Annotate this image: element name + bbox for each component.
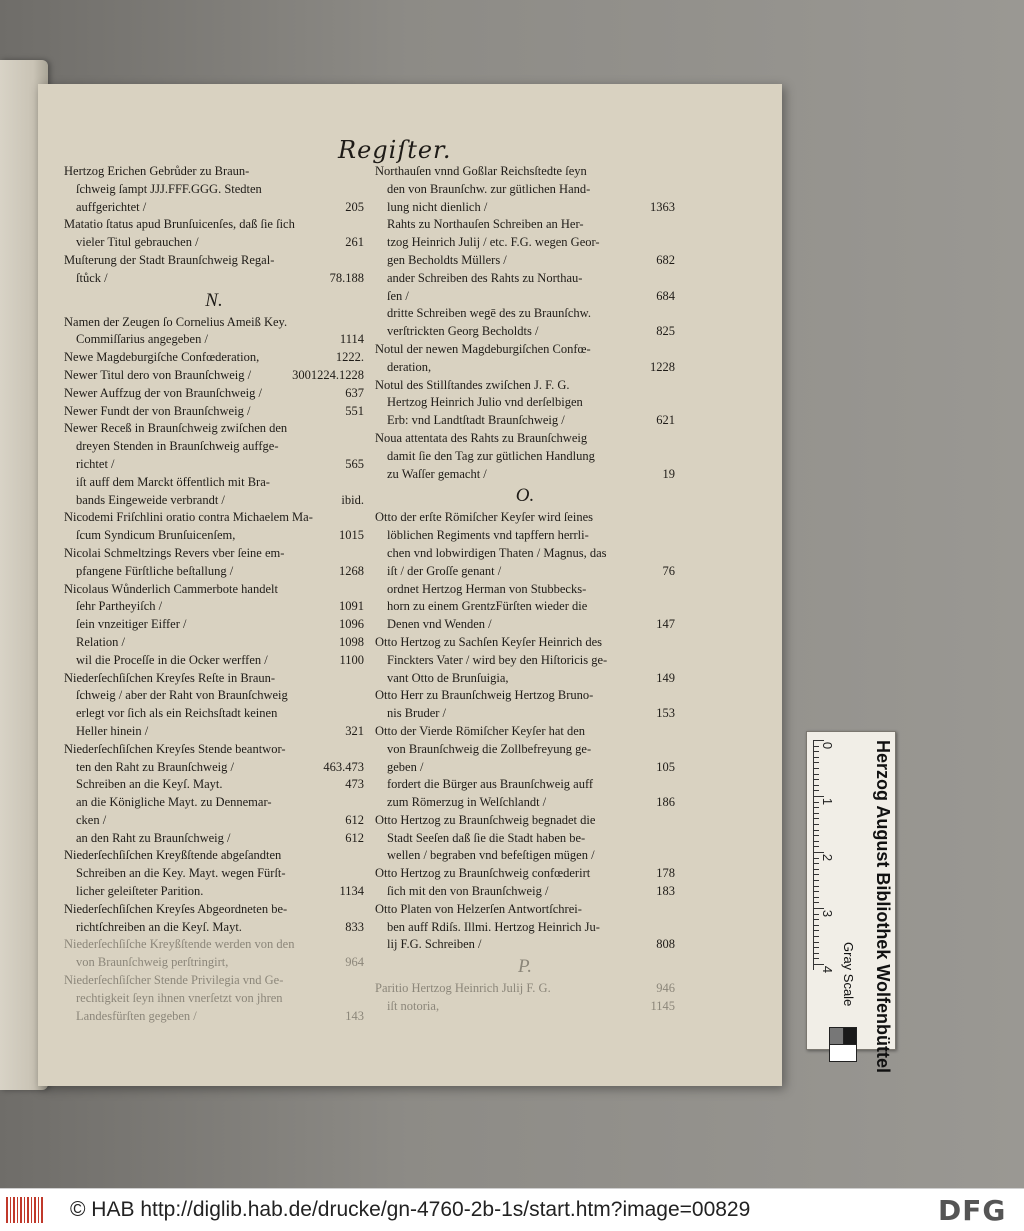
entry-text: vant Otto de Brunſuigia, — [387, 670, 509, 685]
entry-text: von Braunſchweig perſtringirt, — [76, 955, 229, 970]
entry-page-number: 463.473 — [323, 759, 364, 774]
entry-page-number: 682 — [656, 252, 675, 267]
entry-text: Notul der newen Magdeburgiſchen Confœ- — [375, 341, 591, 356]
entry-page-number: 1145 — [650, 999, 675, 1014]
page-title: Regiſter. — [338, 136, 452, 164]
register-entry — [375, 830, 675, 848]
entry-text: dreyen Stenden in Braunſchweig auffge- — [76, 439, 279, 454]
entry-page-number: 78.188 — [329, 270, 364, 285]
entry-text: erlegt vor ſich als ein Reichsſtadt keinen — [76, 706, 278, 721]
ruler-tick — [814, 953, 819, 954]
entry-text: ſehr Partheyiſch / — [76, 599, 163, 614]
ruler-tick — [814, 919, 819, 920]
entry-text: Namen der Zeugen ſo Cornelius Ameiß Key. — [64, 314, 288, 329]
entry-text: Newer Receß in Braunſchweig zwiſchen den — [64, 421, 288, 436]
entry-text: Niederſechſiſchen Kreyßſtende abgeſandten — [64, 848, 282, 863]
entry-page-number: 684 — [656, 288, 675, 303]
entry-text: Finckters Vater / wird bey den Hiſtoricis ge- — [387, 652, 608, 667]
entry-text: wellen / begraben vnd befeſtigen mügen / — [387, 848, 595, 863]
register-entry — [64, 759, 364, 777]
ruler-tick — [814, 874, 819, 875]
register-entry — [64, 438, 364, 456]
ruler-tick — [814, 891, 819, 892]
register-entry — [375, 616, 675, 634]
entry-text: iſt / der Groſſe genant / — [387, 563, 502, 578]
entry-text: vieler Titul gebrauchen / — [76, 235, 199, 250]
ruler-tick — [814, 802, 819, 803]
register-entry — [375, 216, 675, 234]
register-entry — [64, 314, 364, 332]
entry-page-number: 621 — [656, 413, 675, 428]
entry-text: richtſchreiben an die Keyſ. Mayt. — [76, 919, 242, 934]
register-entry — [375, 430, 675, 448]
ruler-tick — [814, 846, 819, 847]
entry-text: löblichen Regiments vnd tapffern herrli- — [387, 528, 589, 543]
entry-page-number: 1228 — [650, 359, 675, 374]
entry-text: Niederſechſiſche Kreyßſtende werden von den — [64, 937, 295, 952]
entry-text: Landesfürſten gegeben / — [76, 1008, 197, 1023]
entry-text: rechtigkeit ſeyn ihnen vnerſetzt von jhren — [76, 990, 283, 1005]
entry-page-number: 565 — [345, 456, 364, 471]
entry-page-number: 808 — [656, 937, 675, 952]
register-entry — [64, 776, 364, 794]
register-entry — [375, 341, 675, 359]
register-entry — [64, 723, 364, 741]
register-entry — [64, 331, 364, 349]
entry-page-number: 300 — [292, 367, 311, 382]
ruler-tick — [814, 942, 819, 943]
ruler-tick — [814, 869, 819, 870]
entry-text: Stadt Seeſen daß ſie die Stadt haben be- — [387, 830, 586, 845]
register-entry — [64, 652, 364, 670]
register-entry — [375, 794, 675, 812]
copyright-link[interactable]: © HAB http://diglib.hab.de/drucke/gn-4760-2b-1s/start.htm?image=00829 — [70, 1198, 751, 1221]
entry-text: nis Bruder / — [387, 706, 447, 721]
ruler-tick — [814, 863, 819, 864]
entry-text: Schreiben an die Key. Mayt. wegen Fürſt- — [76, 866, 286, 881]
register-entry — [375, 652, 675, 670]
register-entry — [375, 270, 675, 288]
register-entry — [375, 847, 675, 865]
register-entry — [64, 385, 364, 403]
register-entry — [64, 741, 364, 759]
entry-text: Niederſechſiſchen Kreyſes Reſte in Braun- — [64, 670, 276, 685]
entry-page-number: 178 — [656, 866, 675, 881]
register-entry — [64, 199, 364, 217]
entry-text: Newer Auffzug der von Braunſchweig / — [64, 385, 262, 400]
register-entry — [64, 901, 364, 919]
ruler-tick — [814, 824, 819, 825]
entry-text: Otto der erſte Römiſcher Keyſer wird ſeines — [375, 510, 593, 525]
entry-text: Erb: vnd Landtſtadt Braunſchweig / — [387, 413, 565, 428]
register-entry — [375, 980, 675, 998]
register-entry — [64, 687, 364, 705]
register-entry — [375, 998, 675, 1016]
ruler-tick — [814, 902, 819, 903]
register-entry — [375, 527, 675, 545]
ruler-tick — [814, 790, 819, 791]
entry-text: Schreiben an die Keyſ. Mayt. — [76, 777, 223, 792]
entry-page-number: 825 — [656, 324, 675, 339]
entry-text: Niederſechſiſchen Kreyſes Stende beantwor- — [64, 741, 286, 756]
register-entry — [375, 723, 675, 741]
register-entry — [64, 634, 364, 652]
entry-text: bands Eingeweide verbrandt / — [76, 492, 225, 507]
section-letter: O. — [515, 485, 535, 507]
register-entry — [375, 288, 675, 306]
entry-text: gen Becholdts Müllers / — [387, 252, 507, 267]
entry-text: Niederſechſiſchen Kreyſes Abgeordneten be- — [64, 901, 288, 916]
register-entry — [64, 794, 364, 812]
register-entry — [64, 936, 364, 954]
entry-text: von Braunſchweig die Zollbefreyung ge- — [387, 741, 592, 756]
ruler-tick — [814, 914, 819, 915]
entry-page-number: 946 — [656, 981, 675, 996]
register-entry — [375, 323, 675, 341]
register-entry — [375, 883, 675, 901]
register-entry — [375, 199, 675, 217]
entry-page-number: 321 — [345, 723, 364, 738]
entry-text: lung nicht dienlich / — [387, 199, 488, 214]
register-entry — [64, 990, 364, 1008]
entry-page-number: 833 — [345, 919, 364, 934]
register-entry — [64, 670, 364, 688]
entry-page-number: 1268 — [339, 563, 364, 578]
ruler-tick — [814, 757, 819, 758]
register-entry — [64, 919, 364, 937]
entry-text: horn zu einem GrentzFürſten wieder die — [387, 599, 588, 614]
ruler-tick — [814, 768, 819, 769]
register-entry — [64, 492, 364, 510]
entry-page-number: 1224.1228 — [310, 367, 364, 382]
ruler-tick — [814, 886, 819, 887]
entry-text: chen vnd lobwirdigen Thaten / Magnus, das — [387, 545, 607, 560]
entry-text: pfangene Fürſtliche beſtallung / — [76, 563, 234, 578]
ruler-tick — [814, 897, 819, 898]
entry-text: iſt notoria, — [387, 999, 440, 1014]
section-letter: N. — [205, 289, 223, 311]
entry-page-number: 551 — [345, 403, 364, 418]
register-entry — [375, 181, 675, 199]
register-entry — [375, 865, 675, 883]
ruler-tick-label: 3 — [820, 909, 836, 918]
register-entry — [64, 972, 364, 990]
register-entry — [375, 545, 675, 563]
entry-page-number: 261 — [345, 235, 364, 250]
entry-text: Otto Hertzog zu Braunſchweig begnadet die — [375, 812, 596, 827]
entry-text: verſtrickten Georg Becholdts / — [387, 324, 539, 339]
ruler-tick — [814, 908, 824, 909]
register-entry — [64, 252, 364, 270]
ruler-tick — [814, 958, 819, 959]
entry-text: zum Römerzug in Welſchlandt / — [387, 795, 547, 810]
register-entry — [375, 598, 675, 616]
scale-bar-title: Herzog August Bibliothek Wolfenbüttel — [873, 740, 893, 1073]
ruler-tick — [814, 964, 824, 965]
entry-page-number: 76 — [662, 563, 675, 578]
entry-text: tzog Heinrich Julij / etc. F.G. wegen Geor- — [387, 235, 600, 250]
entry-text: Noua attentata des Rahts zu Braunſchweig — [375, 430, 588, 445]
entry-page-number: 637 — [345, 385, 364, 400]
register-entry — [64, 403, 364, 421]
register-entry — [375, 919, 675, 937]
entry-page-number: 1134 — [339, 884, 364, 899]
ruler-tick — [814, 751, 819, 752]
register-entry — [375, 412, 675, 430]
entry-text: ſen / — [387, 288, 409, 303]
entry-page-number: 105 — [656, 759, 675, 774]
entry-page-number: 1096 — [339, 617, 364, 632]
register-entry — [64, 216, 364, 234]
ruler-tick — [814, 930, 819, 931]
register-entry — [375, 359, 675, 377]
ruler-tick — [814, 858, 819, 859]
entry-page-number: 473 — [345, 777, 364, 792]
entry-text: Nicodemi Friſchlini oratio contra Michaelem Ma- — [64, 510, 313, 525]
entry-page-number: 1091 — [339, 599, 364, 614]
entry-page-number: 205 — [345, 199, 364, 214]
entry-text: Rahts zu Northauſen Schreiben an Her- — [387, 217, 584, 232]
entry-text: ſtůck / — [76, 270, 108, 285]
entry-page-number: 183 — [656, 884, 675, 899]
register-entry — [375, 776, 675, 794]
register-entry — [64, 545, 364, 563]
entry-text: Matatio ſtatus apud Brunſuicenſes, daß ſie ſich — [64, 217, 295, 232]
ruler-tick-label: 4 — [820, 965, 836, 974]
entry-text: richtet / — [76, 456, 115, 471]
footer-bar — [0, 1188, 1024, 1231]
register-entry — [64, 474, 364, 492]
ruler-tick — [814, 818, 819, 819]
register-entry — [64, 581, 364, 599]
register-entry — [64, 883, 364, 901]
register-entry — [64, 509, 364, 527]
entry-text: deration, — [387, 359, 432, 374]
ruler-tick — [814, 774, 819, 775]
register-entry — [64, 598, 364, 616]
entry-text: iſt auff dem Marckt öffentlich mit Bra- — [76, 474, 270, 489]
entry-text: an die Königliche Mayt. zu Dennemar- — [76, 795, 272, 810]
dfg-logo: DFG — [938, 1194, 1007, 1227]
entry-page-number: 19 — [662, 466, 675, 481]
entry-page-number: 1098 — [339, 634, 364, 649]
entry-page-number: 612 — [345, 830, 364, 845]
ruler-tick-label: 2 — [820, 853, 836, 862]
entry-text: auffgerichtet / — [76, 199, 147, 214]
entry-text: Newer Fundt der von Braunſchweig / — [64, 403, 251, 418]
ruler-tick — [814, 746, 819, 747]
hab-logo-icon — [6, 1197, 44, 1223]
entry-text: zu Waſſer gemacht / — [387, 466, 487, 481]
entry-text: ordnet Hertzog Herman von Stubbecks- — [387, 581, 587, 596]
entry-text: Newer Titul dero von Braunſchweig / — [64, 367, 252, 382]
entry-text: Notul des Stillſtandes zwiſchen J. F. G. — [375, 377, 570, 392]
register-entry — [64, 563, 364, 581]
register-entry — [375, 234, 675, 252]
scale-bar — [806, 731, 896, 1073]
ruler-tick — [814, 830, 819, 831]
entry-text: ſcum Syndicum Brunſuicenſem, — [76, 528, 236, 543]
register-entry — [64, 234, 364, 252]
entry-text: Otto der Vierde Römiſcher Keyſer hat den — [375, 723, 586, 738]
entry-text: Commiſſarius angegeben / — [76, 332, 208, 347]
ruler-tick-label: 1 — [820, 797, 836, 806]
register-entry — [375, 581, 675, 599]
entry-text: Niederſechſiſcher Stende Privilegia vnd Ge- — [64, 973, 284, 988]
register-entry — [375, 812, 675, 830]
entry-text: Otto Platen von Helzerſen Antwortſchrei- — [375, 901, 582, 916]
ruler-tick — [814, 835, 819, 836]
entry-text: geben / — [387, 759, 424, 774]
entry-text: ander Schreiben des Rahts zu Northau- — [387, 270, 583, 285]
register-entry — [375, 563, 675, 581]
entry-text: ben auff Rdiſs. Illmi. Hertzog Heinrich Ju- — [387, 919, 600, 934]
register-entry — [64, 163, 364, 181]
register-entry — [64, 954, 364, 972]
register-entry — [375, 252, 675, 270]
ruler-tick — [814, 807, 819, 808]
ruler-tick — [814, 936, 819, 937]
ruler-tick — [814, 813, 819, 814]
ruler-tick — [814, 779, 819, 780]
ruler-tick — [814, 796, 824, 797]
register-entry — [64, 616, 364, 634]
entry-text: Northauſen vnnd Goßlar Reichsſtedte ſeyn — [375, 164, 587, 178]
entry-page-number: 153 — [656, 706, 675, 721]
register-entry — [64, 456, 364, 474]
register-entry — [64, 705, 364, 723]
entry-text: Hertzog Erichen Gebrůder zu Braun- — [64, 164, 250, 178]
register-entry — [64, 812, 364, 830]
register-entry — [64, 847, 364, 865]
register-entry — [375, 670, 675, 688]
entry-text: ſich mit den von Braunſchweig / — [387, 884, 549, 899]
entry-text: den von Braunſchw. zur gütlichen Hand- — [387, 181, 591, 196]
ruler-tick-label: 0 — [820, 741, 836, 750]
entry-text: ten den Raht zu Braunſchweig / — [76, 759, 234, 774]
entry-page-number: 143 — [345, 1008, 364, 1023]
register-entry — [64, 1008, 364, 1026]
entry-text: Newe Magdeburgiſche Confœderation, — [64, 350, 260, 365]
entry-page-number: 147 — [656, 617, 675, 632]
ruler-tick — [814, 762, 819, 763]
ruler — [813, 740, 836, 974]
entry-text: licher geleiſteter Parition. — [76, 884, 204, 899]
register-entry — [375, 634, 675, 652]
entry-page-number: 149 — [656, 670, 675, 685]
entry-page-number: 964 — [345, 955, 364, 970]
ruler-tick — [814, 852, 824, 853]
entry-text: Denen vnd Wenden / — [387, 617, 492, 632]
entry-text: Hertzog Heinrich Julio vnd derſelbigen — [387, 395, 583, 410]
register-entry — [64, 349, 364, 367]
gray-swatch-white — [829, 1044, 857, 1062]
ruler-tick — [814, 740, 824, 741]
register-left-column — [64, 163, 364, 1025]
register-entry — [375, 305, 675, 323]
register-entry — [64, 270, 364, 288]
register-entry — [375, 705, 675, 723]
entry-text: damit ſie den Tag zur gütlichen Handlung — [387, 448, 595, 463]
entry-text: Paritio Hertzog Heinrich Julij F. G. — [375, 981, 551, 996]
entry-text: Otto Hertzog zu Sachſen Keyſer Heinrich des — [375, 634, 603, 649]
section-letter: P. — [518, 956, 532, 978]
gray-swatch-mid — [829, 1027, 844, 1045]
entry-page-number: 186 — [656, 795, 675, 810]
register-entry — [64, 830, 364, 848]
entry-text: ſchweig / aber der Raht von Braunſchweig — [76, 688, 288, 703]
register-entry — [64, 367, 364, 385]
register-entry — [375, 509, 675, 527]
entry-text: an den Raht zu Braunſchweig / — [76, 830, 231, 845]
register-entry — [64, 420, 364, 438]
entry-page-number: 1100 — [339, 652, 364, 667]
register-entry — [375, 901, 675, 919]
entry-text: Otto Herr zu Braunſchweig Hertzog Bruno- — [375, 688, 594, 703]
entry-text: Heller hinein / — [76, 723, 149, 738]
entry-page-number: ibid. — [341, 492, 364, 507]
register-entry — [64, 865, 364, 883]
entry-text: Muſterung der Stadt Braunſchweig Regal- — [64, 252, 275, 267]
gray-scale-label: Gray Scale — [841, 942, 856, 1007]
register-entry — [375, 163, 675, 181]
register-right-column — [375, 163, 675, 1016]
ruler-tick — [814, 785, 819, 786]
entry-text: ſein vnzeitiger Eiffer / — [76, 617, 187, 632]
ruler-tick — [814, 841, 819, 842]
entry-text: Relation / — [76, 634, 125, 649]
register-entry — [375, 394, 675, 412]
register-entry — [375, 741, 675, 759]
register-entry — [375, 759, 675, 777]
entry-text: lij F.G. Schreiben / — [387, 937, 482, 952]
entry-page-number: 1015 — [339, 528, 364, 543]
register-entry — [375, 936, 675, 954]
ruler-tick — [814, 947, 819, 948]
register-entry — [375, 377, 675, 395]
ruler-tick — [814, 880, 819, 881]
ruler-tick — [814, 925, 819, 926]
entry-page-number: 1114 — [339, 332, 364, 347]
entry-text: wil die Proceſſe in die Ocker werffen / — [76, 652, 268, 667]
entry-text: ſchweig ſampt JJJ.FFF.GGG. Stedten — [76, 181, 262, 196]
entry-page-number: 612 — [345, 812, 364, 827]
register-entry — [375, 448, 675, 466]
register-entry — [64, 527, 364, 545]
entry-text: fordert die Bürger aus Braunſchweig auff — [387, 777, 594, 792]
entry-page-number: 1222. — [335, 350, 364, 365]
entry-page-number: 1363 — [650, 199, 675, 214]
entry-text: cken / — [76, 812, 107, 827]
register-entry — [375, 687, 675, 705]
entry-text: Otto Hertzog zu Braunſchweig confœderirt — [375, 866, 591, 881]
register-entry — [64, 181, 364, 199]
entry-text: dritte Schreiben wegē des zu Braunſchw. — [387, 306, 591, 321]
entry-text: Nicolaus Wůnderlich Cammerbote handelt — [64, 581, 278, 596]
entry-text: Nicolai Schmeltzings Revers vber ſeine em- — [64, 545, 285, 560]
register-entry — [375, 466, 675, 484]
